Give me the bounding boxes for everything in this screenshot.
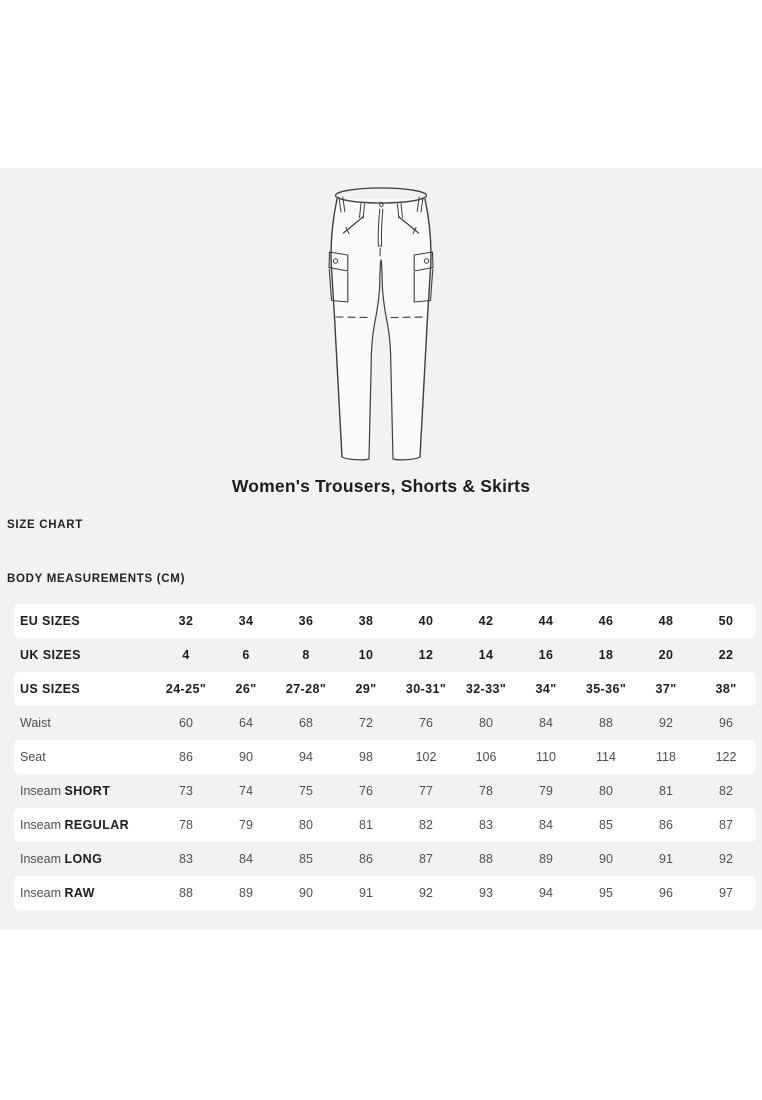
value-cell: 97 bbox=[719, 886, 733, 900]
value-cell: 89 bbox=[239, 886, 253, 900]
value-cell: 86 bbox=[659, 818, 673, 832]
value-cell: 91 bbox=[659, 852, 673, 866]
value-cell: 10 bbox=[358, 648, 374, 662]
value-cell: 40 bbox=[418, 614, 434, 628]
value-cell: 77 bbox=[419, 784, 433, 798]
value-cell: 89 bbox=[539, 852, 553, 866]
value-cell: 82 bbox=[419, 818, 433, 832]
value-cell: 24-25" bbox=[165, 682, 207, 696]
table-row bbox=[14, 740, 756, 774]
value-cell: 79 bbox=[539, 784, 553, 798]
value-cell: 98 bbox=[359, 750, 373, 764]
table-row bbox=[14, 842, 756, 876]
value-cell: 83 bbox=[179, 852, 193, 866]
value-cell: 73 bbox=[179, 784, 193, 798]
value-cell: 80 bbox=[299, 818, 313, 832]
value-cell: 34" bbox=[535, 682, 557, 696]
value-cell: 50 bbox=[718, 614, 734, 628]
row-label: Inseam RAW bbox=[20, 886, 95, 900]
value-cell: 87 bbox=[719, 818, 733, 832]
row-label: UK SIZES bbox=[20, 648, 81, 662]
value-cell: 93 bbox=[479, 886, 493, 900]
value-cell: 48 bbox=[658, 614, 674, 628]
value-cell: 34 bbox=[238, 614, 254, 628]
top-whitespace bbox=[0, 0, 762, 168]
value-cell: 82 bbox=[719, 784, 733, 798]
value-cell: 122 bbox=[715, 750, 737, 764]
value-cell: 44 bbox=[538, 614, 554, 628]
row-label-variant: LONG bbox=[64, 852, 103, 866]
table-row bbox=[14, 808, 756, 842]
row-label: EU SIZES bbox=[20, 614, 81, 628]
row-label: US SIZES bbox=[20, 682, 81, 696]
table-row bbox=[14, 604, 756, 638]
value-cell: 95 bbox=[599, 886, 613, 900]
table-row bbox=[14, 774, 756, 808]
value-cell: 8 bbox=[302, 648, 310, 662]
value-cell: 78 bbox=[179, 818, 193, 832]
value-cell: 92 bbox=[419, 886, 433, 900]
value-cell: 76 bbox=[419, 716, 433, 730]
value-cell: 91 bbox=[359, 886, 373, 900]
value-cell: 86 bbox=[359, 852, 373, 866]
value-cell: 46 bbox=[598, 614, 614, 628]
value-cell: 32 bbox=[178, 614, 194, 628]
table-row bbox=[14, 876, 756, 910]
value-cell: 96 bbox=[659, 886, 673, 900]
value-cell: 80 bbox=[479, 716, 493, 730]
value-cell: 38" bbox=[715, 682, 737, 696]
value-cell: 114 bbox=[596, 750, 616, 764]
value-cell: 87 bbox=[419, 852, 433, 866]
value-cell: 27-28" bbox=[285, 682, 327, 696]
value-cell: 76 bbox=[359, 784, 373, 798]
value-cell: 29" bbox=[355, 682, 377, 696]
value-cell: 26" bbox=[235, 682, 257, 696]
row-label: Seat bbox=[20, 750, 46, 764]
value-cell: 75 bbox=[299, 784, 313, 798]
value-cell: 37" bbox=[655, 682, 677, 696]
value-cell: 88 bbox=[479, 852, 493, 866]
row-label: Inseam REGULAR bbox=[20, 818, 130, 832]
value-cell: 110 bbox=[536, 750, 556, 764]
value-cell: 72 bbox=[359, 716, 373, 730]
value-cell: 22 bbox=[718, 648, 734, 662]
size-chart-label: SIZE CHART bbox=[7, 519, 83, 531]
value-cell: 88 bbox=[179, 886, 193, 900]
size-guide-panel bbox=[0, 168, 762, 930]
value-cell: 36 bbox=[298, 614, 314, 628]
value-cell: 12 bbox=[418, 648, 434, 662]
value-cell: 20 bbox=[658, 648, 674, 662]
value-cell: 38 bbox=[358, 614, 374, 628]
value-cell: 106 bbox=[475, 750, 497, 764]
value-cell: 102 bbox=[415, 750, 437, 764]
row-label-variant: REGULAR bbox=[64, 818, 130, 832]
value-cell: 42 bbox=[478, 614, 494, 628]
table-row bbox=[14, 672, 756, 706]
value-cell: 92 bbox=[719, 852, 733, 866]
value-cell: 64 bbox=[239, 716, 253, 730]
value-cell: 68 bbox=[299, 716, 313, 730]
value-cell: 84 bbox=[239, 852, 253, 866]
value-cell: 78 bbox=[479, 784, 493, 798]
page-title: Women's Trousers, Shorts & Skirts bbox=[231, 476, 531, 496]
value-cell: 32-33" bbox=[465, 682, 507, 696]
value-cell: 74 bbox=[239, 784, 253, 798]
value-cell: 80 bbox=[599, 784, 613, 798]
row-label-variant: RAW bbox=[64, 886, 95, 900]
value-cell: 90 bbox=[239, 750, 253, 764]
value-cell: 79 bbox=[239, 818, 253, 832]
table-row bbox=[14, 638, 756, 672]
value-cell: 81 bbox=[659, 784, 673, 798]
value-cell: 4 bbox=[182, 648, 190, 662]
value-cell: 84 bbox=[539, 818, 553, 832]
value-cell: 35-36" bbox=[585, 682, 627, 696]
value-cell: 88 bbox=[599, 716, 613, 730]
value-cell: 94 bbox=[539, 886, 553, 900]
value-cell: 96 bbox=[719, 716, 733, 730]
value-cell: 6 bbox=[242, 648, 250, 662]
value-cell: 85 bbox=[599, 818, 613, 832]
value-cell: 86 bbox=[179, 750, 193, 764]
value-cell: 30-31" bbox=[405, 682, 447, 696]
value-cell: 16 bbox=[538, 648, 554, 662]
value-cell: 85 bbox=[299, 852, 313, 866]
size-table bbox=[0, 604, 762, 910]
value-cell: 60 bbox=[179, 716, 193, 730]
trousers-illustration-icon bbox=[326, 183, 436, 463]
body-measurements-heading: BODY MEASUREMENTS (CM) bbox=[7, 573, 186, 585]
row-label-variant: SHORT bbox=[64, 784, 111, 798]
table-row bbox=[14, 706, 756, 740]
row-label: Inseam SHORT bbox=[20, 784, 111, 798]
value-cell: 84 bbox=[539, 716, 553, 730]
value-cell: 14 bbox=[478, 648, 494, 662]
value-cell: 118 bbox=[656, 750, 676, 764]
value-cell: 83 bbox=[479, 818, 493, 832]
value-cell: 92 bbox=[659, 716, 673, 730]
row-label: Inseam LONG bbox=[20, 852, 103, 866]
value-cell: 90 bbox=[599, 852, 613, 866]
value-cell: 90 bbox=[299, 886, 313, 900]
value-cell: 94 bbox=[299, 750, 313, 764]
value-cell: 18 bbox=[598, 648, 614, 662]
value-cell: 81 bbox=[359, 818, 373, 832]
row-label: Waist bbox=[20, 716, 51, 730]
